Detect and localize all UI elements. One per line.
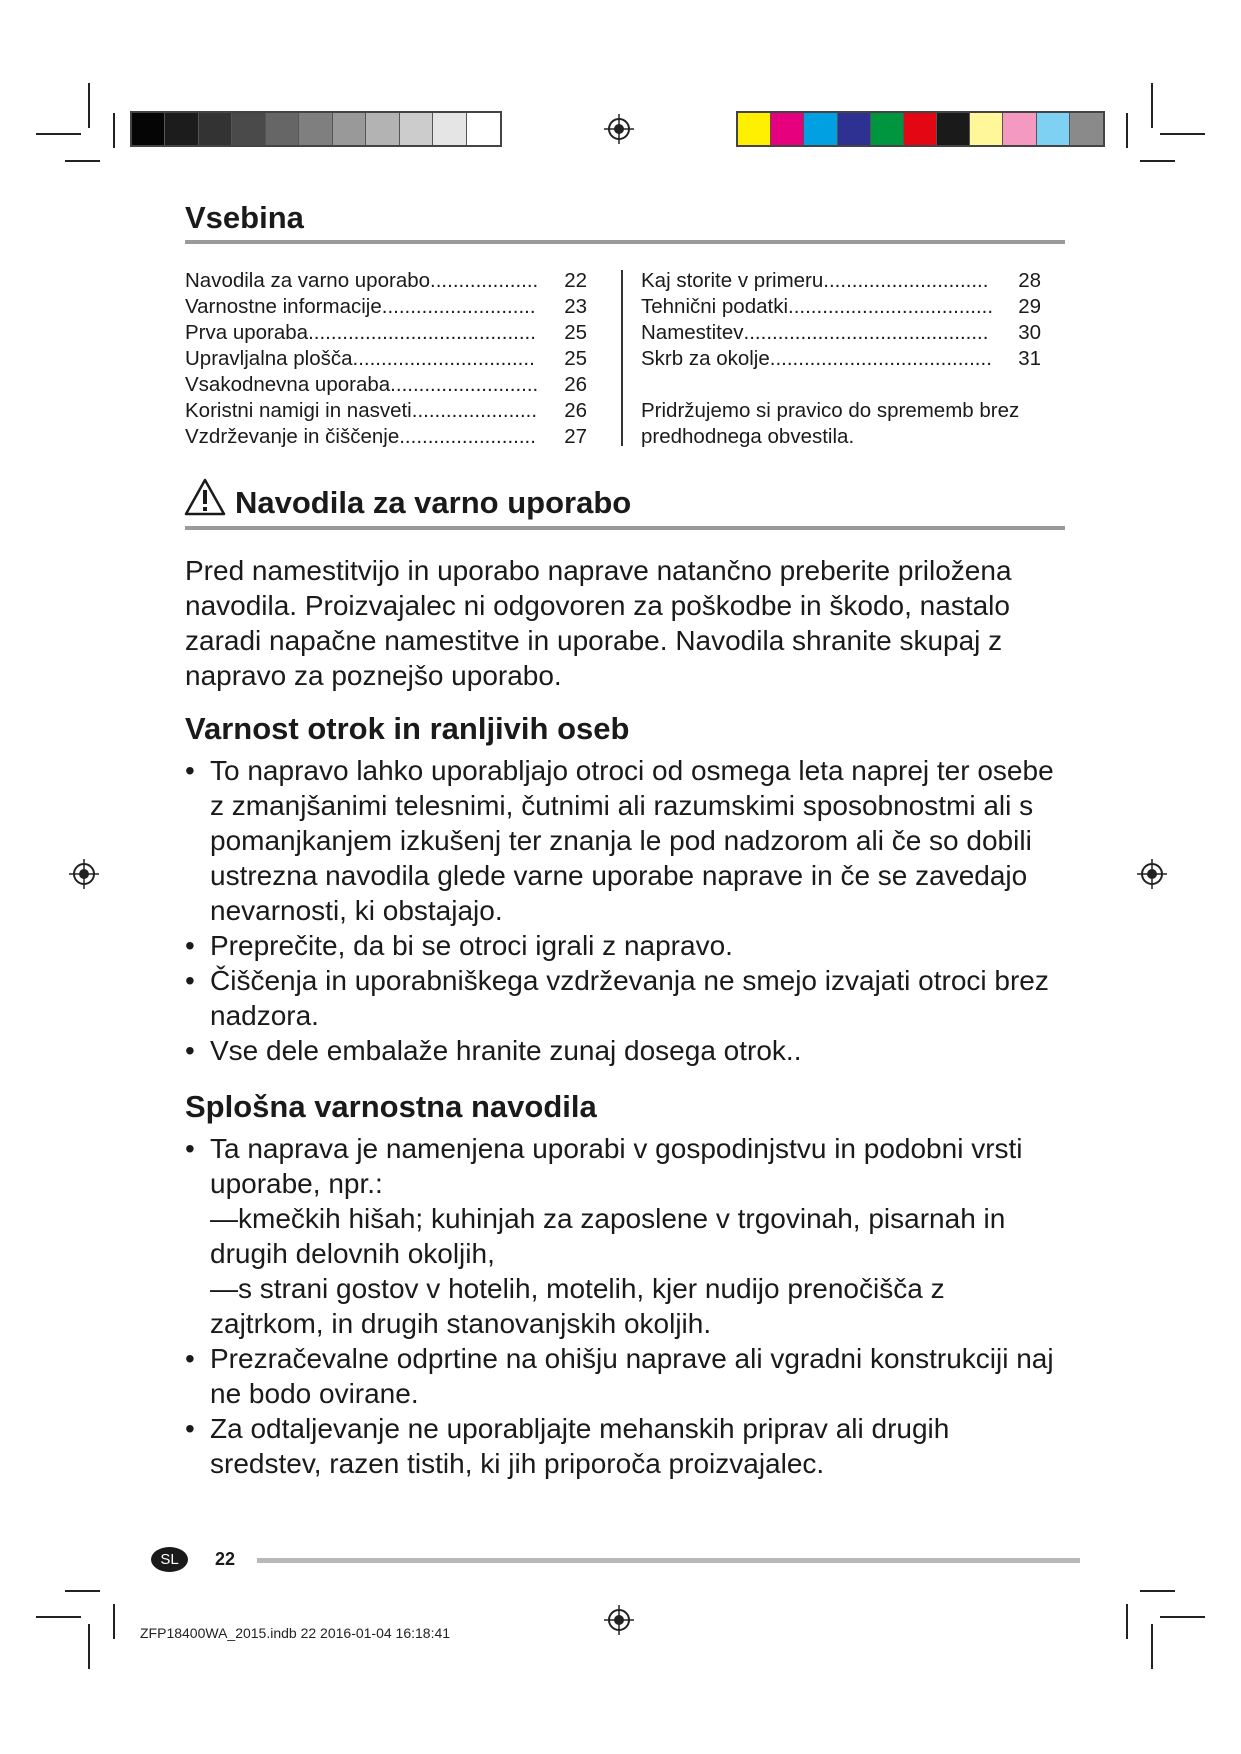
toc-left-column bbox=[185, 268, 587, 450]
registration-mark-icon bbox=[604, 1605, 634, 1635]
toc-entry[interactable] bbox=[185, 424, 587, 450]
color-swatch bbox=[366, 113, 399, 145]
toc-entry-page: 22 bbox=[564, 269, 587, 292]
toc-entry[interactable] bbox=[641, 346, 1041, 372]
registration-mark-icon bbox=[69, 859, 99, 889]
toc-entry-label: Varnostne informacije bbox=[185, 295, 382, 318]
children-safety-list bbox=[185, 753, 1065, 1068]
toc-entry-label: Vzdrževanje in čiščenje bbox=[185, 425, 400, 448]
registration-mark-icon bbox=[1137, 859, 1167, 889]
color-swatch bbox=[1003, 113, 1036, 145]
color-swatch bbox=[838, 113, 871, 145]
color-swatch bbox=[165, 113, 198, 145]
toc-divider bbox=[621, 270, 623, 446]
section-rule bbox=[185, 526, 1065, 530]
toc-entry-leader: ....................................... bbox=[769, 347, 992, 370]
toc-entry-leader: ...................... bbox=[411, 399, 538, 422]
list-item: • Preprečite, da bi se otroci igrali z napravo. bbox=[185, 928, 1065, 963]
toc-entry-leader: ........................................... bbox=[743, 321, 989, 344]
footer-rule bbox=[257, 1558, 1080, 1563]
toc-entry-label: Namestitev bbox=[641, 321, 744, 344]
list-item: • Čiščenja in uporabniškega vzdrževanja ne smejo izvajati otroci brez nadzora. bbox=[185, 963, 1065, 1033]
color-swatch bbox=[1070, 113, 1103, 145]
language-badge: SL bbox=[151, 1547, 188, 1572]
list-item: • Prezračevalne odprtine na ohišju naprave ali vgradni konstrukciji naj ne bodo ovirane. bbox=[185, 1341, 1065, 1411]
toc-entry-label: Prva uporaba bbox=[185, 321, 309, 344]
page-number: 22 bbox=[215, 1549, 236, 1569]
color-swatch bbox=[199, 113, 232, 145]
color-swatch bbox=[738, 113, 771, 145]
toc-entry-page: 26 bbox=[564, 373, 587, 396]
color-swatch bbox=[937, 113, 970, 145]
process-color-bar bbox=[736, 111, 1105, 147]
list-item: • Vse dele embalaže hranite zunaj dosega otrok.. bbox=[185, 1033, 1065, 1068]
toc-entry-label: Tehnični podatki bbox=[641, 295, 789, 318]
color-swatch bbox=[266, 113, 299, 145]
list-item-text: Ta naprava je namenjena uporabi v gospodinjstvu in podobni vrsti uporabe, npr.: bbox=[210, 1133, 1023, 1199]
toc-entry-page: 28 bbox=[1018, 269, 1041, 292]
color-swatch bbox=[771, 113, 804, 145]
color-swatch bbox=[299, 113, 332, 145]
toc-entry-leader: ........................................ bbox=[308, 321, 536, 344]
toc-entry-label: Kaj storite v primeru bbox=[641, 269, 824, 292]
toc-entry[interactable] bbox=[641, 320, 1041, 346]
intro-paragraph: Pred namestitvijo in uporabo naprave natančno preberite priložena navodila. Proizvajalec ni odgovoren za poškodbe in škodo, nastalo zaradi napačne namestitve in uporabe. Navodila shranite skupaj z napravo za poznejšo uporabo. bbox=[185, 555, 1012, 691]
print-slug: ZFP18400WA_2015.indb 22 2016-01-04 16:18:41 bbox=[140, 1625, 451, 1641]
general-safety-heading: Splošna varnostna navodila bbox=[185, 1089, 597, 1124]
toc-entry-label: Skrb za okolje bbox=[641, 347, 770, 370]
color-swatch bbox=[333, 113, 366, 145]
toc-entry-leader: ................................ bbox=[352, 347, 535, 370]
color-swatch bbox=[871, 113, 904, 145]
children-safety-heading: Varnost otrok in ranljivih oseb bbox=[185, 711, 630, 746]
color-swatch bbox=[232, 113, 265, 145]
toc-entry-page: 30 bbox=[1018, 321, 1041, 344]
list-sub-item: —kmečkih hišah; kuhinjah za zaposlene v trgovinah, pisarnah in drugih delovnih okoljih, bbox=[210, 1203, 1006, 1269]
color-swatch bbox=[400, 113, 433, 145]
toc-title: Vsebina bbox=[185, 200, 304, 235]
section-title: Navodila za varno uporabo bbox=[235, 485, 632, 520]
registration-mark-icon bbox=[604, 114, 634, 144]
toc-entry[interactable] bbox=[641, 268, 1041, 294]
toc-entry-page: 23 bbox=[564, 295, 587, 318]
toc-entry[interactable] bbox=[185, 398, 587, 424]
toc-entry-label: Upravljalna plošča bbox=[185, 347, 353, 370]
toc-entry-leader: ........................ bbox=[399, 425, 536, 448]
toc-entry-page: 25 bbox=[564, 347, 587, 370]
toc-entry[interactable] bbox=[185, 294, 587, 320]
grayscale-color-bar bbox=[130, 111, 502, 147]
toc-entry[interactable] bbox=[641, 294, 1041, 320]
toc-entry-leader: ............................. bbox=[823, 269, 989, 292]
list-item bbox=[185, 1131, 1065, 1341]
toc-entry-label: Koristni namigi in nasveti bbox=[185, 399, 412, 422]
toc-rule bbox=[185, 240, 1065, 244]
toc-entry-label: Navodila za varno uporabo bbox=[185, 269, 431, 292]
toc-entry-page: 27 bbox=[564, 425, 587, 448]
toc-entry-leader: .......................... bbox=[390, 373, 539, 396]
toc-entry-label: Vsakodnevna uporaba bbox=[185, 373, 391, 396]
toc-entry[interactable] bbox=[185, 320, 587, 346]
toc-entry-page: 25 bbox=[564, 321, 587, 344]
color-swatch bbox=[804, 113, 837, 145]
color-swatch bbox=[1037, 113, 1070, 145]
color-swatch bbox=[904, 113, 937, 145]
toc-note-line-2: predhodnega obvestila. bbox=[641, 425, 855, 448]
toc-entry[interactable] bbox=[185, 268, 587, 294]
color-swatch bbox=[970, 113, 1003, 145]
toc-note-line-1: Pridržujemo si pravico do sprememb brez bbox=[641, 399, 1020, 422]
toc-entry-leader: ........................... bbox=[381, 295, 536, 318]
toc-right-column bbox=[641, 268, 1041, 372]
toc-entry-page: 26 bbox=[564, 399, 587, 422]
toc-entry-page: 31 bbox=[1018, 347, 1041, 370]
list-sub-item: —s strani gostov v hotelih, motelih, kjer nudijo prenočišča z zajtrkom, in drugih stanovanjskih okoljih. bbox=[210, 1273, 945, 1339]
general-safety-list bbox=[185, 1131, 1065, 1481]
toc-entry-page: 29 bbox=[1018, 295, 1041, 318]
color-swatch bbox=[467, 113, 500, 145]
list-item: • To napravo lahko uporabljajo otroci od osmega leta naprej ter osebe z zmanjšanimi telesnimi, čutnimi ali razumskimi sposobnostmi ali s pomanjkanjem izkušenj ter znanja le pod nadzorom ali če so dobili ustrezna navodila glede varne uporabe naprave in če se zavedajo nevarnosti, ki obstajajo. bbox=[185, 753, 1065, 928]
list-item: • Za odtaljevanje ne uporabljajte mehanskih priprav ali drugih sredstev, razen tistih, ki jih priporoča proizvajalec. bbox=[185, 1411, 1065, 1481]
toc-entry[interactable] bbox=[185, 346, 587, 372]
toc-entry-leader: .................................... bbox=[788, 295, 994, 318]
toc-entry-leader: ................... bbox=[430, 269, 539, 292]
color-swatch bbox=[433, 113, 466, 145]
warning-triangle-icon bbox=[184, 478, 226, 516]
toc-entry[interactable] bbox=[185, 372, 587, 398]
toc-note bbox=[641, 398, 1061, 450]
color-swatch bbox=[132, 113, 165, 145]
